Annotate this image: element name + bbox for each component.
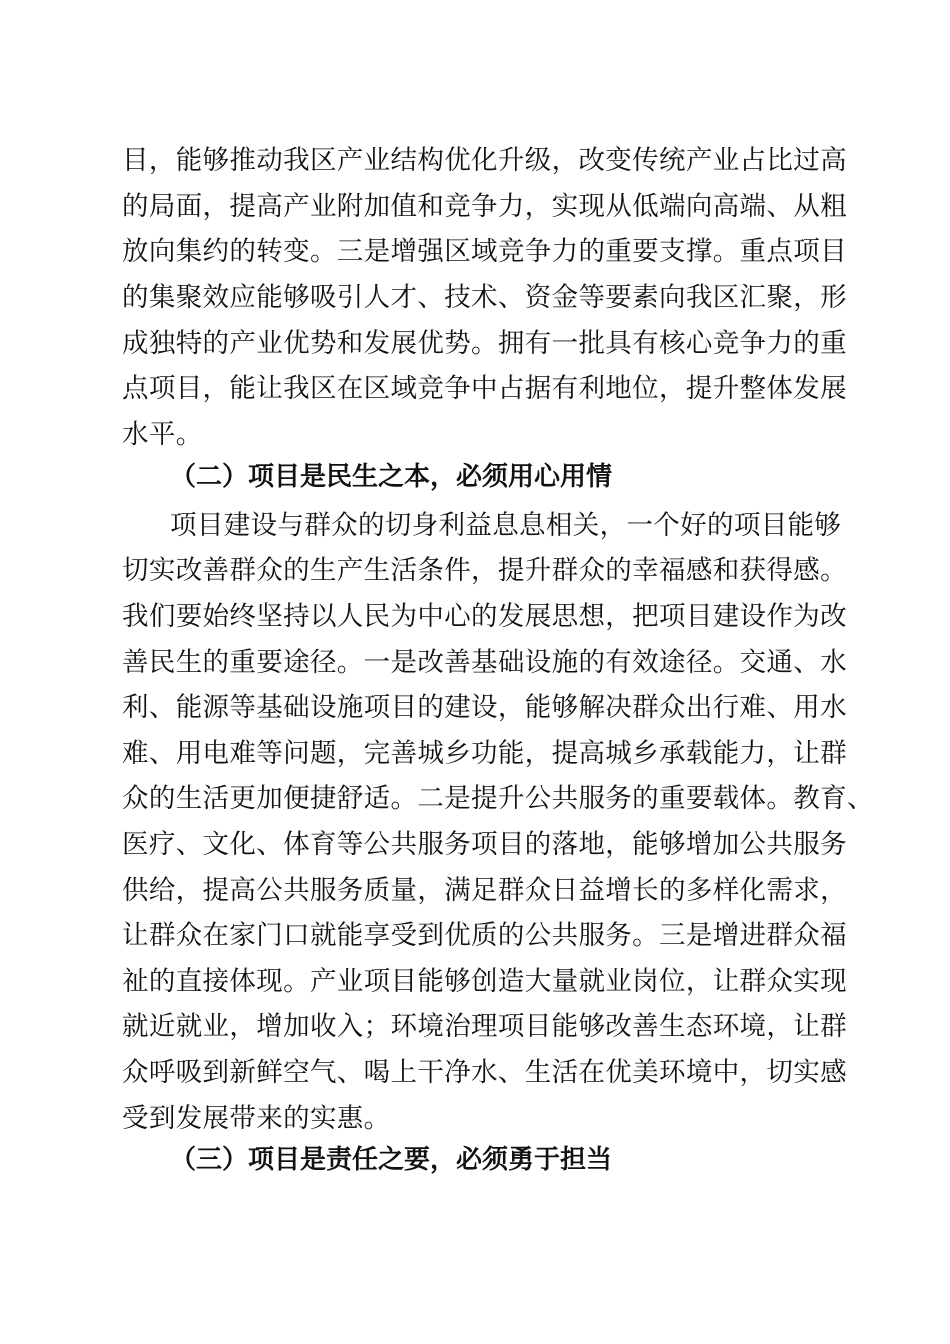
body-text-line: 让群众在家门口就能享受到优质的公共服务。三是增进群众福 — [122, 920, 847, 951]
body-text-line: 利、能源等基础设施项目的建设，能够解决群众出行难、用水 — [122, 692, 847, 723]
body-text-line: 众呼吸到新鲜空气、喝上干净水、生活在优美环境中，切实感 — [122, 1057, 847, 1088]
body-text-line: 众的生活更加便捷舒适。二是提升公共服务的重要载体。教育、 — [122, 783, 874, 814]
body-text-line: 的局面，提高产业附加值和竞争力，实现从低端向高端、从粗 — [122, 191, 847, 222]
body-text-line: 祉的直接体现。产业项目能够创造大量就业岗位，让群众实现 — [122, 966, 847, 997]
body-text-line: 切实改善群众的生产生活条件，提升群众的幸福感和获得感。 — [122, 555, 847, 586]
body-text-line: 受到发展带来的实惠。 — [122, 1103, 391, 1134]
body-text-line: 项目建设与群众的切身利益息息相关，一个好的项目能够 — [170, 510, 842, 541]
body-text-line: 难、用电难等问题，完善城乡功能，提高城乡承载能力，让群 — [122, 738, 847, 769]
body-text-line: 水平。 — [122, 419, 203, 450]
body-text-line: 供给，提高公共服务质量，满足群众日益增长的多样化需求， — [122, 875, 847, 906]
body-text-line: 目，能够推动我区产业结构优化升级，改变传统产业占比过高 — [122, 145, 847, 176]
body-text-line: 的集聚效应能够吸引人才、技术、资金等要素向我区汇聚，形 — [122, 282, 847, 313]
body-text-line: 放向集约的转变。三是增强区域竞争力的重要支撑。重点项目 — [122, 236, 847, 267]
body-text-line: 就近就业，增加收入；环境治理项目能够改善生态环境，让群 — [122, 1011, 847, 1042]
body-text-line: 善民生的重要途径。一是改善基础设施的有效途径。交通、水 — [122, 647, 847, 678]
body-text-line: 成独特的产业优势和发展优势。拥有一批具有核心竞争力的重 — [122, 328, 847, 359]
section-heading-3: （三）项目是责任之要，必须勇于担当 — [170, 1145, 613, 1175]
section-heading-2: （二）项目是民生之本，必须用心用情 — [170, 462, 613, 492]
body-text-line: 我们要始终坚持以人民为中心的发展思想，把项目建设作为改 — [122, 601, 847, 632]
body-text-line: 点项目，能让我区在区域竞争中占据有利地位，提升整体发展 — [122, 373, 847, 404]
body-text-line: 医疗、文化、体育等公共服务项目的落地，能够增加公共服务 — [122, 829, 847, 860]
